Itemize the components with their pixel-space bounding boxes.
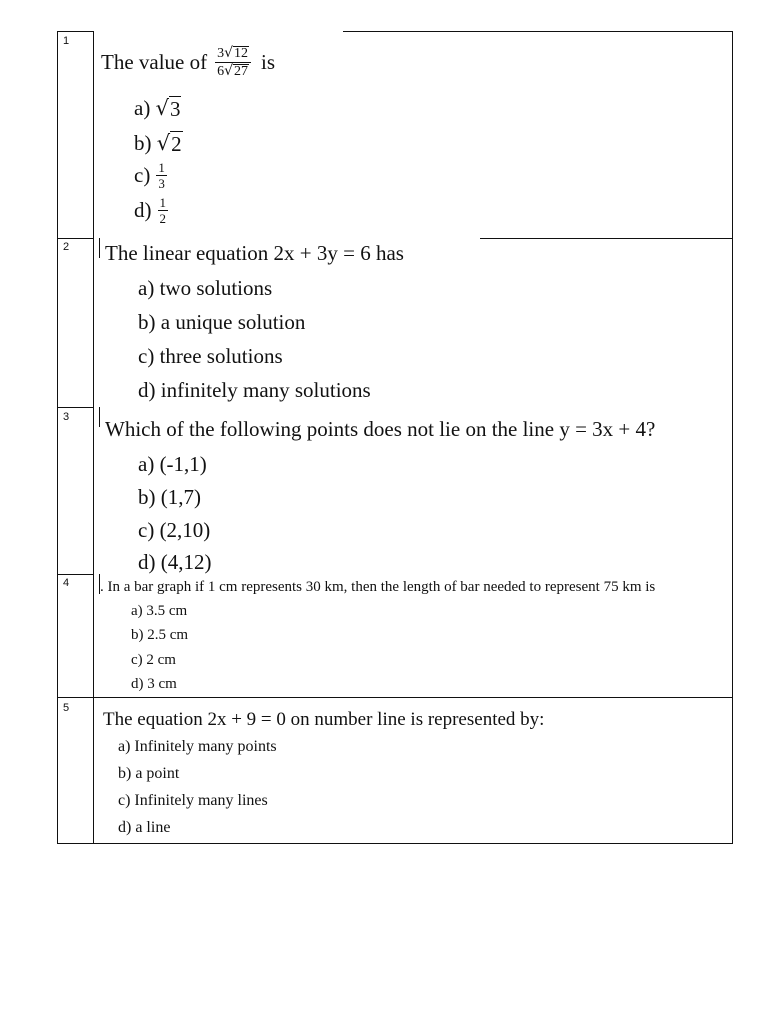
question-4-option-b: b) 2.5 cm — [131, 627, 189, 643]
option-fraction — [158, 196, 169, 225]
fraction-denominator-coef: 6 — [217, 64, 225, 79]
question-4-option-c: c) 2 cm — [131, 652, 176, 668]
row-divider-1 — [57, 238, 94, 239]
question-number: 2 — [63, 241, 70, 253]
question-1-prompt — [101, 46, 275, 79]
option-radicand: 3 — [169, 97, 181, 121]
question-4-option-d: d) 3 cm — [131, 676, 177, 692]
table-right-border — [732, 31, 733, 844]
question-1-option-c — [134, 161, 167, 190]
question-4-option-a: a) 3.5 cm — [131, 603, 188, 619]
table-top-border-left — [57, 31, 94, 32]
fraction-numerator-radicand: 12 — [234, 46, 249, 61]
question-3-option-a: a) (-1,1) — [138, 452, 207, 476]
question-number: 4 — [63, 577, 70, 589]
option-label: d) — [134, 198, 152, 222]
option-fraction-denominator: 3 — [158, 176, 165, 191]
question-number: 5 — [63, 702, 70, 714]
row-divider-4 — [57, 697, 733, 698]
option-fraction-denominator: 2 — [159, 211, 166, 226]
question-5-prompt: The equation 2x + 9 = 0 on number line is represented by: — [103, 709, 545, 730]
question-5-option-d: d) a line — [118, 819, 171, 836]
question-5-option-c: c) Infinitely many lines — [118, 792, 268, 809]
option-fraction-numerator: 1 — [159, 195, 166, 210]
question-1-option-b: b) √ 2 — [134, 131, 182, 156]
question-2-prompt: The linear equation 2x + 3y = 6 has — [105, 241, 404, 265]
question-2-option-d: d) infinitely many solutions — [138, 378, 371, 402]
option-radicand: 2 — [171, 132, 182, 156]
row-divider-1-right — [480, 238, 733, 239]
option-label: b) — [134, 131, 152, 155]
row2-tick — [99, 238, 100, 258]
table-bottom-border — [57, 843, 733, 844]
question-2-option-b: b) a unique solution — [138, 310, 306, 334]
question-2-option-a: a) two solutions — [138, 276, 273, 300]
row-divider-2 — [57, 407, 94, 408]
question-5-option-a: a) Infinitely many points — [118, 738, 277, 755]
question-5-option-b: b) a point — [118, 765, 180, 782]
row-divider-3 — [57, 574, 94, 575]
question-4-prompt: . In a bar graph if 1 cm represents 30 km, then the length of bar needed to represent 75 km is — [100, 579, 656, 595]
option-label: c) — [134, 163, 151, 187]
question-1-prompt-suffix: is — [261, 50, 276, 74]
question-3-option-b: b) (1,7) — [138, 485, 201, 509]
option-fraction — [156, 161, 167, 190]
row3-tick — [99, 407, 100, 427]
table-left-border — [57, 31, 58, 844]
fraction-numerator-coef: 3 — [217, 46, 225, 61]
table-top-border-right — [343, 31, 733, 32]
question-1-prompt-prefix: The value of — [101, 50, 208, 74]
question-1-fraction: 3 √ 12 6 √ 27 — [215, 46, 251, 79]
fraction-denominator-radicand: 27 — [234, 64, 249, 79]
question-3-option-d: d) (4,12) — [138, 550, 212, 574]
question-3-option-c: c) (2,10) — [138, 518, 211, 542]
question-2-option-c: c) three solutions — [138, 344, 283, 368]
table-number-column-divider — [93, 31, 94, 844]
question-1-option-a: a) √ 3 — [134, 96, 181, 121]
question-number: 3 — [63, 411, 70, 423]
option-fraction-numerator: 1 — [158, 160, 165, 175]
question-number: 1 — [63, 35, 70, 47]
option-label: a) — [134, 96, 151, 120]
question-1-option-d — [134, 196, 168, 225]
question-3-prompt: Which of the following points does not lie on the line y = 3x + 4? — [105, 417, 656, 441]
